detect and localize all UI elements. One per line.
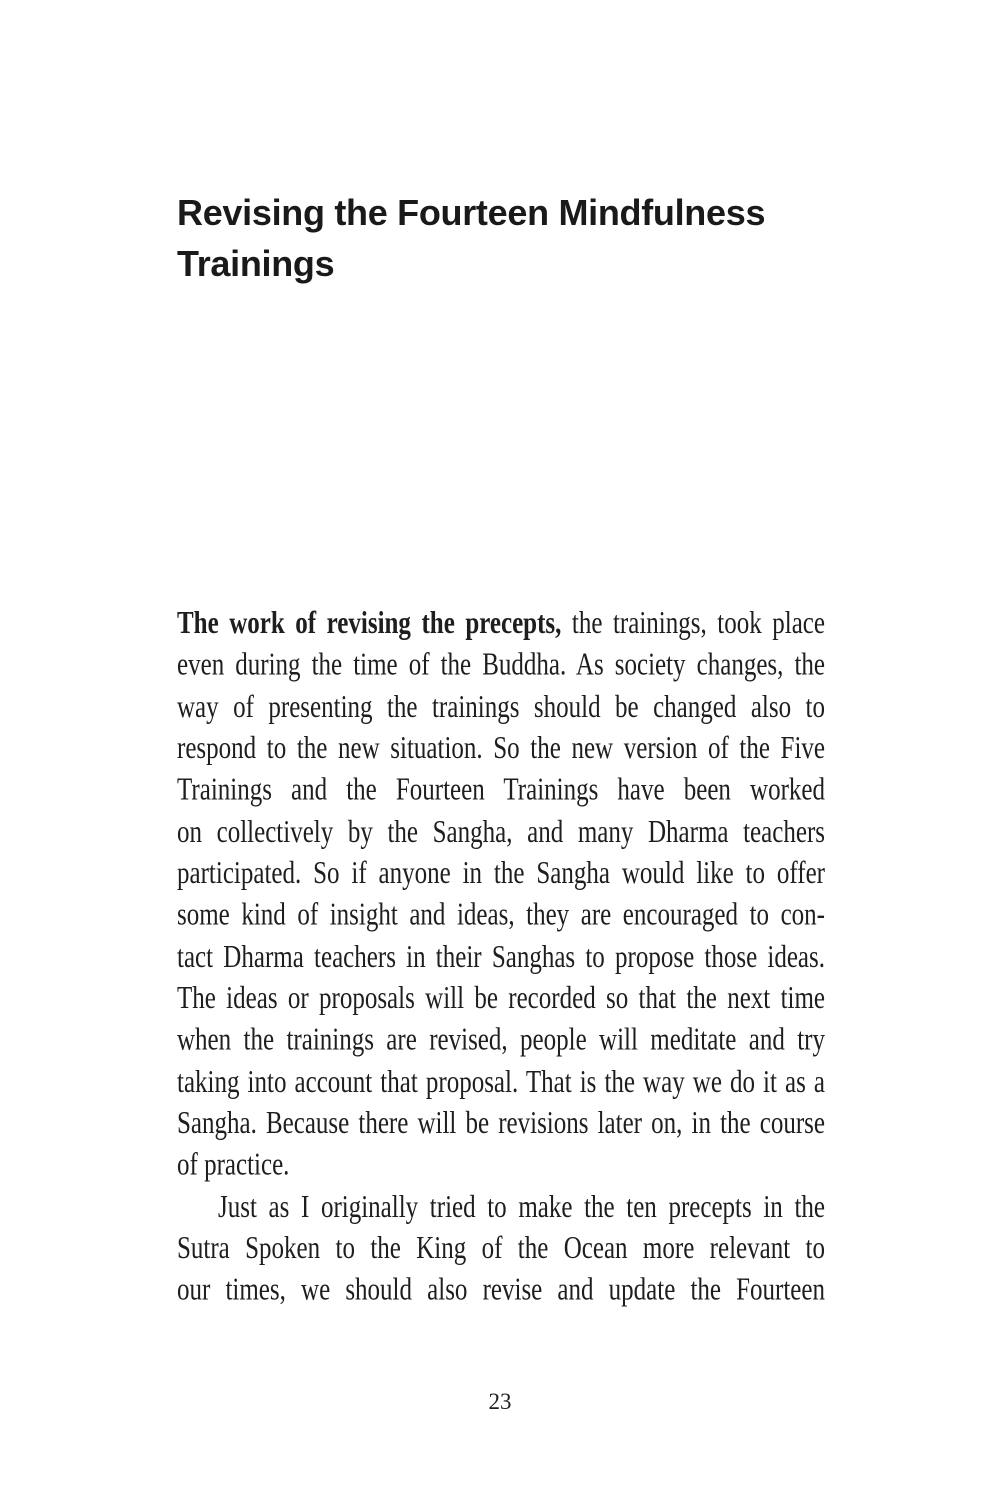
body-text (177, 603, 825, 1311)
line-text: the trainings, took place (561, 606, 825, 641)
text-line: tact Dharma teachers in their Sanghas to propose those ideas. (177, 940, 825, 974)
bold-lead-in: The work of revising the precepts, (177, 606, 562, 641)
text-line: Just as I originally tried to make the ten precepts in the (218, 1189, 825, 1224)
chapter-title (177, 187, 867, 289)
text-line: our times, we should also revise and update the Fourteen (177, 1273, 825, 1308)
text-line: respond to the new situation. So the new version of the Five (177, 731, 825, 766)
text-line: even during the time of the Buddha. As society changes, the (177, 648, 825, 683)
chapter-title-line-1: Revising the Fourteen Mindfulness (177, 192, 766, 234)
text-line: Sangha. Because there will be revisions later on, in the course (177, 1106, 825, 1141)
text-line: participated. So if anyone in the Sangha would like to offer (177, 856, 825, 891)
text-line: taking into account that proposal. That is the way we do it as a (177, 1065, 825, 1099)
text-line: way of presenting the trainings should be changed also to (177, 690, 825, 724)
text-line (177, 603, 825, 645)
chapter-title-line-2: Trainings (177, 243, 335, 285)
text-line: Trainings and the Fourteen Trainings have been worked (177, 773, 825, 808)
text-line: The ideas or proposals will be recorded so that the next time (177, 981, 825, 1016)
text-line: Sutra Spoken to the King of the Ocean more relevant to (177, 1231, 825, 1266)
text-line: when the trainings are revised, people will meditate and try (177, 1023, 825, 1058)
text-line: some kind of insight and ideas, they are encouraged to con- (177, 898, 825, 933)
page-number: 23 (488, 1389, 512, 1414)
text-line: on collectively by the Sangha, and many Dharma teachers (177, 815, 825, 849)
text-line: of practice. (177, 1148, 290, 1183)
